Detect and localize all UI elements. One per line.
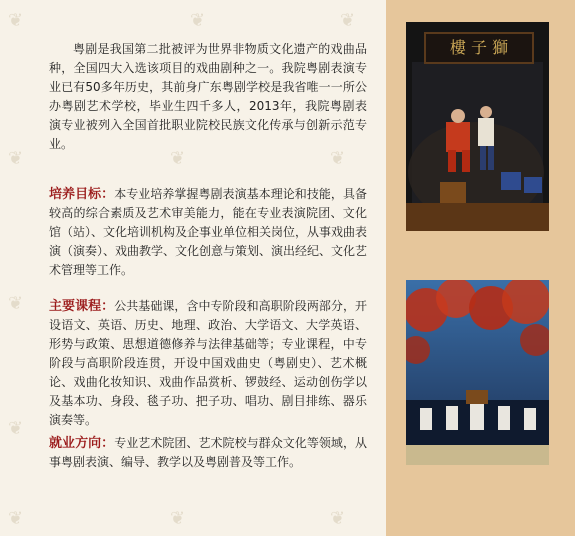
leaf-decoration-icon: ❦	[8, 148, 24, 169]
leaf-decoration-icon: ❦	[330, 508, 346, 529]
leaf-decoration-icon: ❦	[170, 148, 186, 169]
section-main-courses	[49, 297, 367, 430]
section-heading: 培养目标：	[49, 187, 115, 202]
stage-sign-board: 樓 子 獅	[424, 32, 534, 64]
leaf-decoration-icon: ❦	[190, 10, 206, 31]
orchestra-scene-image	[406, 280, 549, 465]
leaf-decoration-icon: ❦	[170, 508, 186, 529]
leaf-decoration-icon: ❦	[8, 418, 24, 439]
opera-stage-photo	[406, 22, 549, 231]
leaf-decoration-icon: ❦	[8, 508, 24, 529]
section-body: 公共基础课，含中专阶段和高职阶段两部分，开设语文、英语、历史、地理、政治、大学语文、大学英语、形势与政策、思想道德修养与法律基础等；专业课程，中专阶段与高职阶段连贯，开设中国戏曲史（粤剧史）、艺术概论、戏曲化妆知识、戏曲作品赏析、锣鼓经、运动创伤学以及基本功、身段、毯子功、把子功、唱功、剧目排练、器乐演奏等。	[49, 299, 367, 427]
leaf-decoration-icon: ❦	[8, 293, 24, 314]
leaf-decoration-icon: ❦	[8, 10, 24, 31]
photo-panel	[386, 0, 575, 536]
section-heading: 主要课程：	[49, 299, 115, 314]
leaf-decoration-icon: ❦	[330, 148, 346, 169]
section-heading: 就业方向：	[49, 436, 115, 451]
section-training-goal	[49, 185, 367, 280]
intro-paragraph: 粤剧是我国第二批被评为世界非物质文化遗产的戏曲品种，全国四大入选该项目的戏曲剧种之一。我院粤剧表演专业已有50多年历史，其前身广东粤剧学校是我省唯一一所公办粤剧艺术学校，毕业生四千多人，2013年，我院粤剧表演专业被列入全国首批职业院校民族文化传承与创新示范专业。	[49, 42, 367, 151]
section-body: 专业艺术院团、艺术院校与群众文化等领域，从事粤剧表演、编导、教学以及粤剧普及等工作。	[49, 436, 367, 469]
section-employment	[49, 434, 367, 472]
orchestra-stage-photo	[406, 280, 549, 465]
leaf-decoration-icon: ❦	[340, 10, 356, 31]
section-body: 本专业培养掌握粤剧表演基本理论和技能，具备较高的综合素质及艺术审美能力，能在专业表演院团、文化馆（站）、文化培训机构及企事业单位相关岗位，从事戏曲表演（演奏）、戏曲教学、文化创意与策划、演出经纪、文化艺术管理等工作。	[49, 187, 368, 277]
